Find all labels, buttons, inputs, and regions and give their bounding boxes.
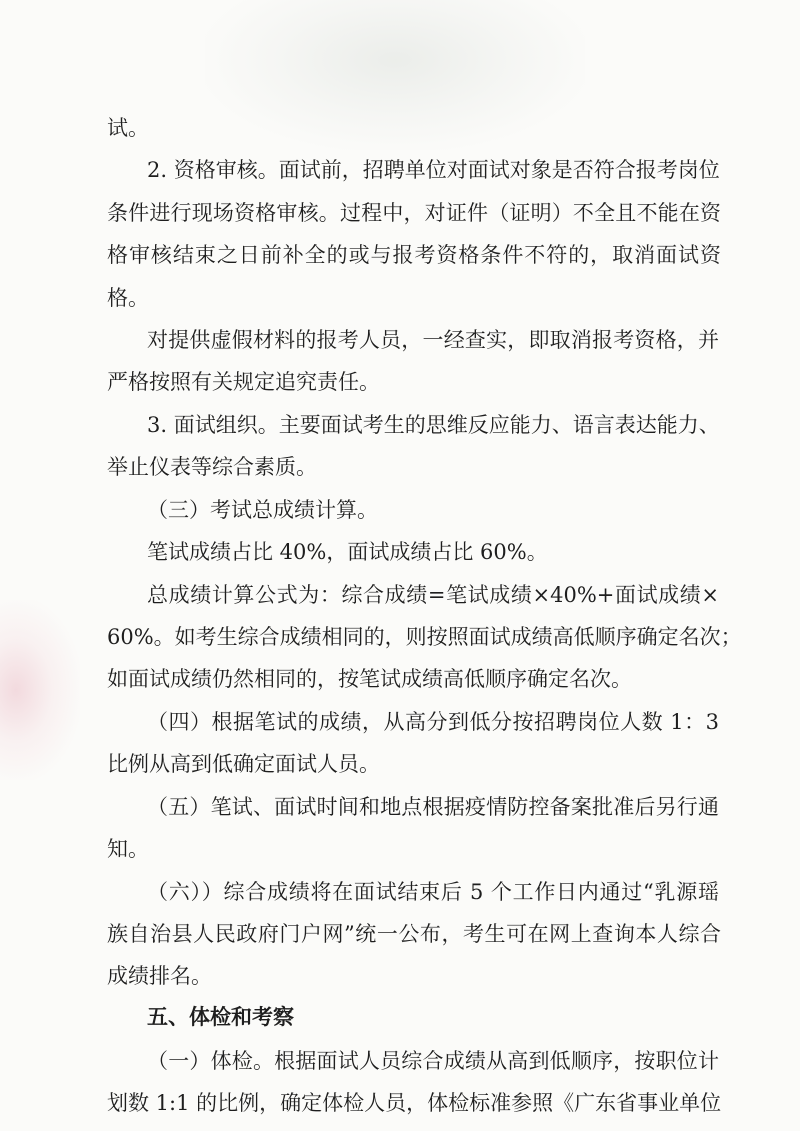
section-heading-physical-exam: 五、体检和考察 [147,1005,294,1029]
text-line-4: 格审核结束之日前补全的或与报考资格条件不符的，取消面试资 [107,243,721,267]
text-line-15: （四）根据笔试的成绩，从高分到低分按招聘岗位人数 1：3 [147,710,719,734]
text-line-17: （五）笔试、面试时间和地点根据疫情防控备案批准后另行通 [147,795,719,819]
text-line-13: 60%。如考生综合成绩相同的，则按照面试成绩高低顺序确定名次； [107,625,742,649]
text-line-6: 对提供虚假材料的报考人员，一经查实，即取消报考资格，并 [147,328,719,352]
text-line-21: 成绩排名。 [107,964,212,988]
text-line-8: 3. 面试组织。主要面试考生的思维反应能力、语言表达能力、 [147,413,720,437]
text-line-19: （六））综合成绩将在面试结束后 5 个工作日内通过“乳源瑶 [147,880,719,904]
stamp-bleed-through-top [205,0,585,150]
text-line-10: （三）考试总成绩计算。 [147,498,378,522]
text-line-7: 严格按照有关规定追究责任。 [107,370,380,394]
text-line-3: 条件进行现场资格审核。过程中，对证件（证明）不全且不能在资 [107,201,721,225]
text-line-18: 知。 [107,837,149,861]
text-line-2: 2. 资格审核。面试前，招聘单位对面试对象是否符合报考岗位 [147,158,720,182]
text-line-1: 试。 [107,116,149,140]
text-line-5: 格。 [107,286,149,310]
text-line-24: 划数 1:1 的比例，确定体检人员，体检标准参照《广东省事业单位 [107,1091,722,1115]
text-line-12: 总成绩计算公式为：综合成绩=笔试成绩×40%+面试成绩× [147,583,719,607]
text-line-14: 如面试成绩仍然相同的，按笔试成绩高低顺序确定名次。 [107,667,632,691]
text-line-11: 笔试成绩占比 40%，面试成绩占比 60%。 [147,540,548,564]
text-line-23: （一）体检。根据面试人员综合成绩从高到低顺序，按职位计 [147,1049,719,1073]
text-line-20: 族自治县人民政府门户网”统一公布，考生可在网上查询本人综合 [107,922,721,946]
text-line-16: 比例从高到低确定面试人员。 [107,752,380,776]
seal-bleed-through-left [0,600,80,780]
text-line-9: 举止仪表等综合素质。 [107,455,317,479]
